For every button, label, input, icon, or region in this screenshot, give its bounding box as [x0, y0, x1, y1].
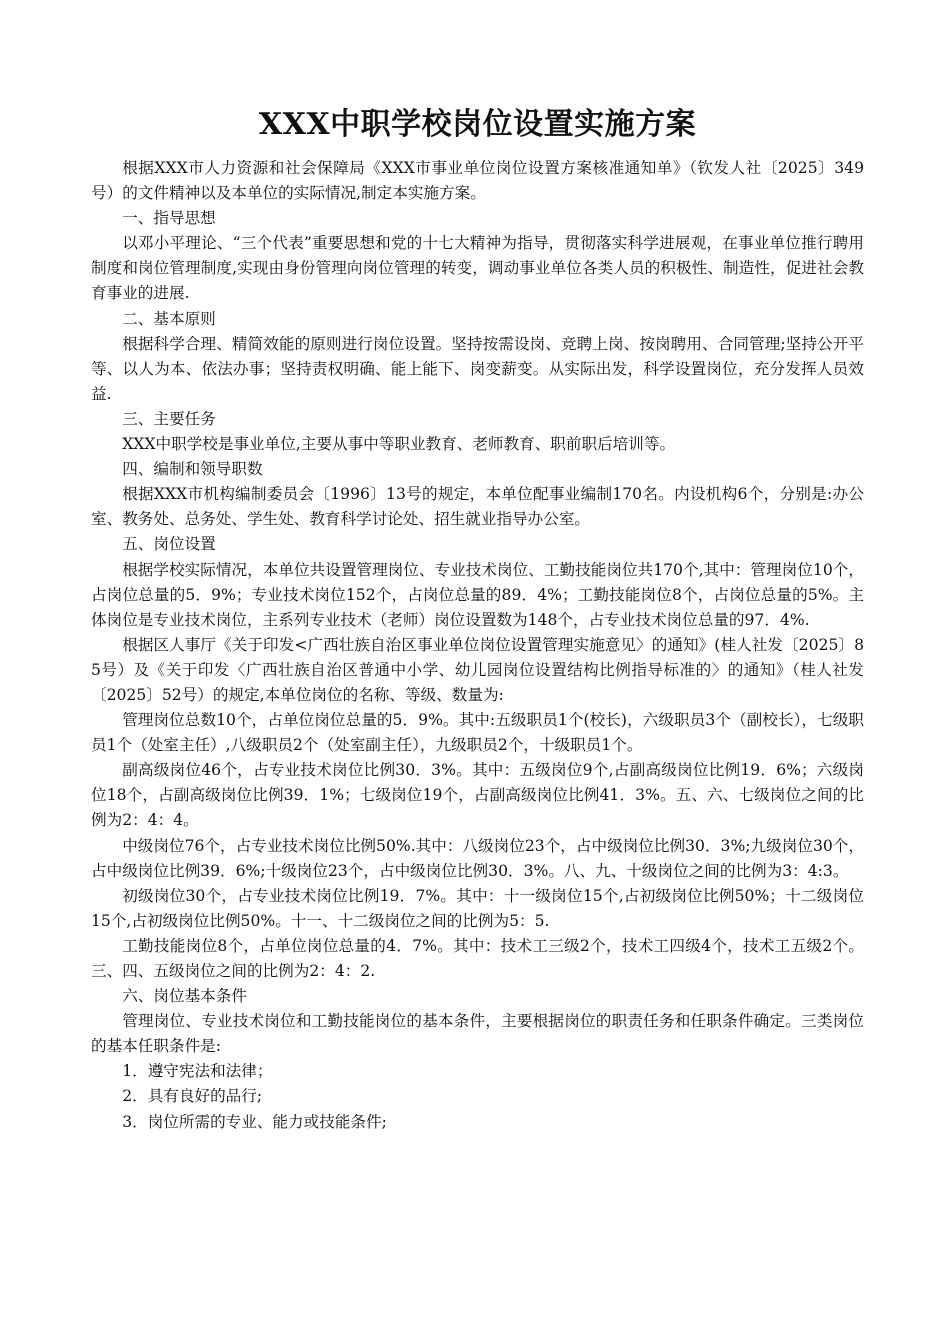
paragraph-service-positions: 工勤技能岗位8个，占单位岗位总量的4．7%。其中：技术工三级2个，技术工四级4个，技术工五级2个。三、四、五级岗位之间的比例为2：4：2.	[91, 936, 864, 980]
section-heading-position-setup: 五、岗位设置	[122, 535, 216, 554]
paragraph-basic-principles: 根据科学合理、精简效能的原则进行岗位设置。坚持按需设岗、竞聘上岗、按岗聘用、合同管理;坚持公开平等、以人为本、依法办事；坚持责权明确、能上能下、岗变薪变。从实际出发，科学设置岗位，充分发挥人员效益.	[91, 334, 864, 403]
section-heading-guiding-ideology: 一、指导思想	[122, 209, 216, 228]
condition-item-3: 3．岗位所需的专业、能力或技能条件;	[122, 1112, 387, 1131]
paragraph-intermediate-positions: 中级岗位76个，占专业技术岗位比例50%.其中：八级岗位23个，占中级岗位比例30．3%;九级岗位30个，占中级岗位比例39．6%;十级岗位23个，占中级岗位比例30．3%。八、九、十级岗位之间的比例为3：4:3。	[91, 836, 864, 880]
section-heading-main-tasks: 三、主要任务	[122, 409, 216, 428]
paragraph-basic-conditions: 管理岗位、专业技术岗位和工勤技能岗位的基本条件，主要根据岗位的职责任务和任职条件确定。三类岗位的基本任职条件是:	[91, 1012, 864, 1056]
paragraph-position-overview: 根据学校实际情况，本单位共设置管理岗位、专业技术岗位、工勤技能岗位共170个,其中：管理岗位10个，占岗位总量的5．9%；专业技术岗位152个，占岗位总量的89．4%；工勤技能岗位8个，占岗位总量的5%。主体岗位是专业技术岗位，主系列专业技术（老师）岗位设置数为148个，占专业技术岗位总量的97．4%.	[91, 560, 864, 629]
paragraph-main-tasks: XXX中职学校是事业单位,主要从事中等职业教育、老师教育、职前职后培训等。	[122, 435, 676, 454]
paragraph-senior-positions: 副高级岗位46个，占专业技术岗位比例30．3%。其中：五级岗位9个,占副高级岗位比例19．6%；六级岗位18个，占副高级岗位比例39．1%；七级岗位19个，占副高级岗位比例41．3%。五、六、七级岗位之间的比例为2：4：4。	[91, 761, 864, 830]
section-heading-basic-conditions: 六、岗位基本条件	[122, 987, 247, 1006]
paragraph-management-positions: 管理岗位总数10个，占单位岗位总量的5．9%。其中:五级职员1个(校长)，六级职员3个（副校长），七级职员1个（处室主任）,八级职员2个（处室副主任），九级职员2个，十级职员1个。	[91, 711, 864, 755]
section-heading-basic-principles: 二、基本原则	[122, 309, 216, 328]
document-title: XXX中职学校岗位设置实施方案	[258, 107, 697, 142]
paragraph-junior-positions: 初级岗位30个，占专业技术岗位比例19．7%。其中：十一级岗位15个,占初级岗位比例50%；十二级岗位15个,占初级岗位比例50%。十一、十二级岗位之间的比例为5：5.	[91, 886, 864, 930]
paragraph-staffing: 根据XXX市机构编制委员会〔1996〕13号的规定，本单位配事业编制170名。内设机构6个，分别是:办公室、教务处、总务处、学生处、教育科学讨论处、招生就业指导办公室。	[91, 485, 864, 529]
paragraph-guiding-ideology: 以邓小平理论、“三个代表”重要思想和党的十七大精神为指导，贯彻落实科学进展观，在事业单位推行聘用制度和岗位管理制度,实现由身份管理向岗位管理的转变，调动事业单位各类人员的积极性、制造性，促进社会教育事业的进展.	[91, 234, 864, 303]
condition-item-1: 1．遵守宪法和法律；	[122, 1062, 273, 1081]
condition-item-2: 2．具有良好的品行;	[122, 1087, 263, 1106]
section-heading-staffing: 四、编制和领导职数	[122, 460, 263, 479]
paragraph-position-regulations: 根据区人事厅《关于印发<广西壮族自治区事业单位岗位设置管理实施意见〉的通知》(桂人社发〔2025〕85号）及《关于印发〈广西壮族自治区普通中小学、幼儿园岗位设置结构比例指导标准的〉的通知》（桂人社发〔2025〕52号）的规定,本单位岗位的名称、等级、数量为:	[91, 635, 864, 704]
intro-paragraph: 根据XXX市人力资源和社会保障局《XXX市事业单位岗位设置方案核准通知单》（钦发人社〔2025〕349号）的文件精神以及本单位的实际情况,制定本实施方案。	[91, 159, 864, 203]
